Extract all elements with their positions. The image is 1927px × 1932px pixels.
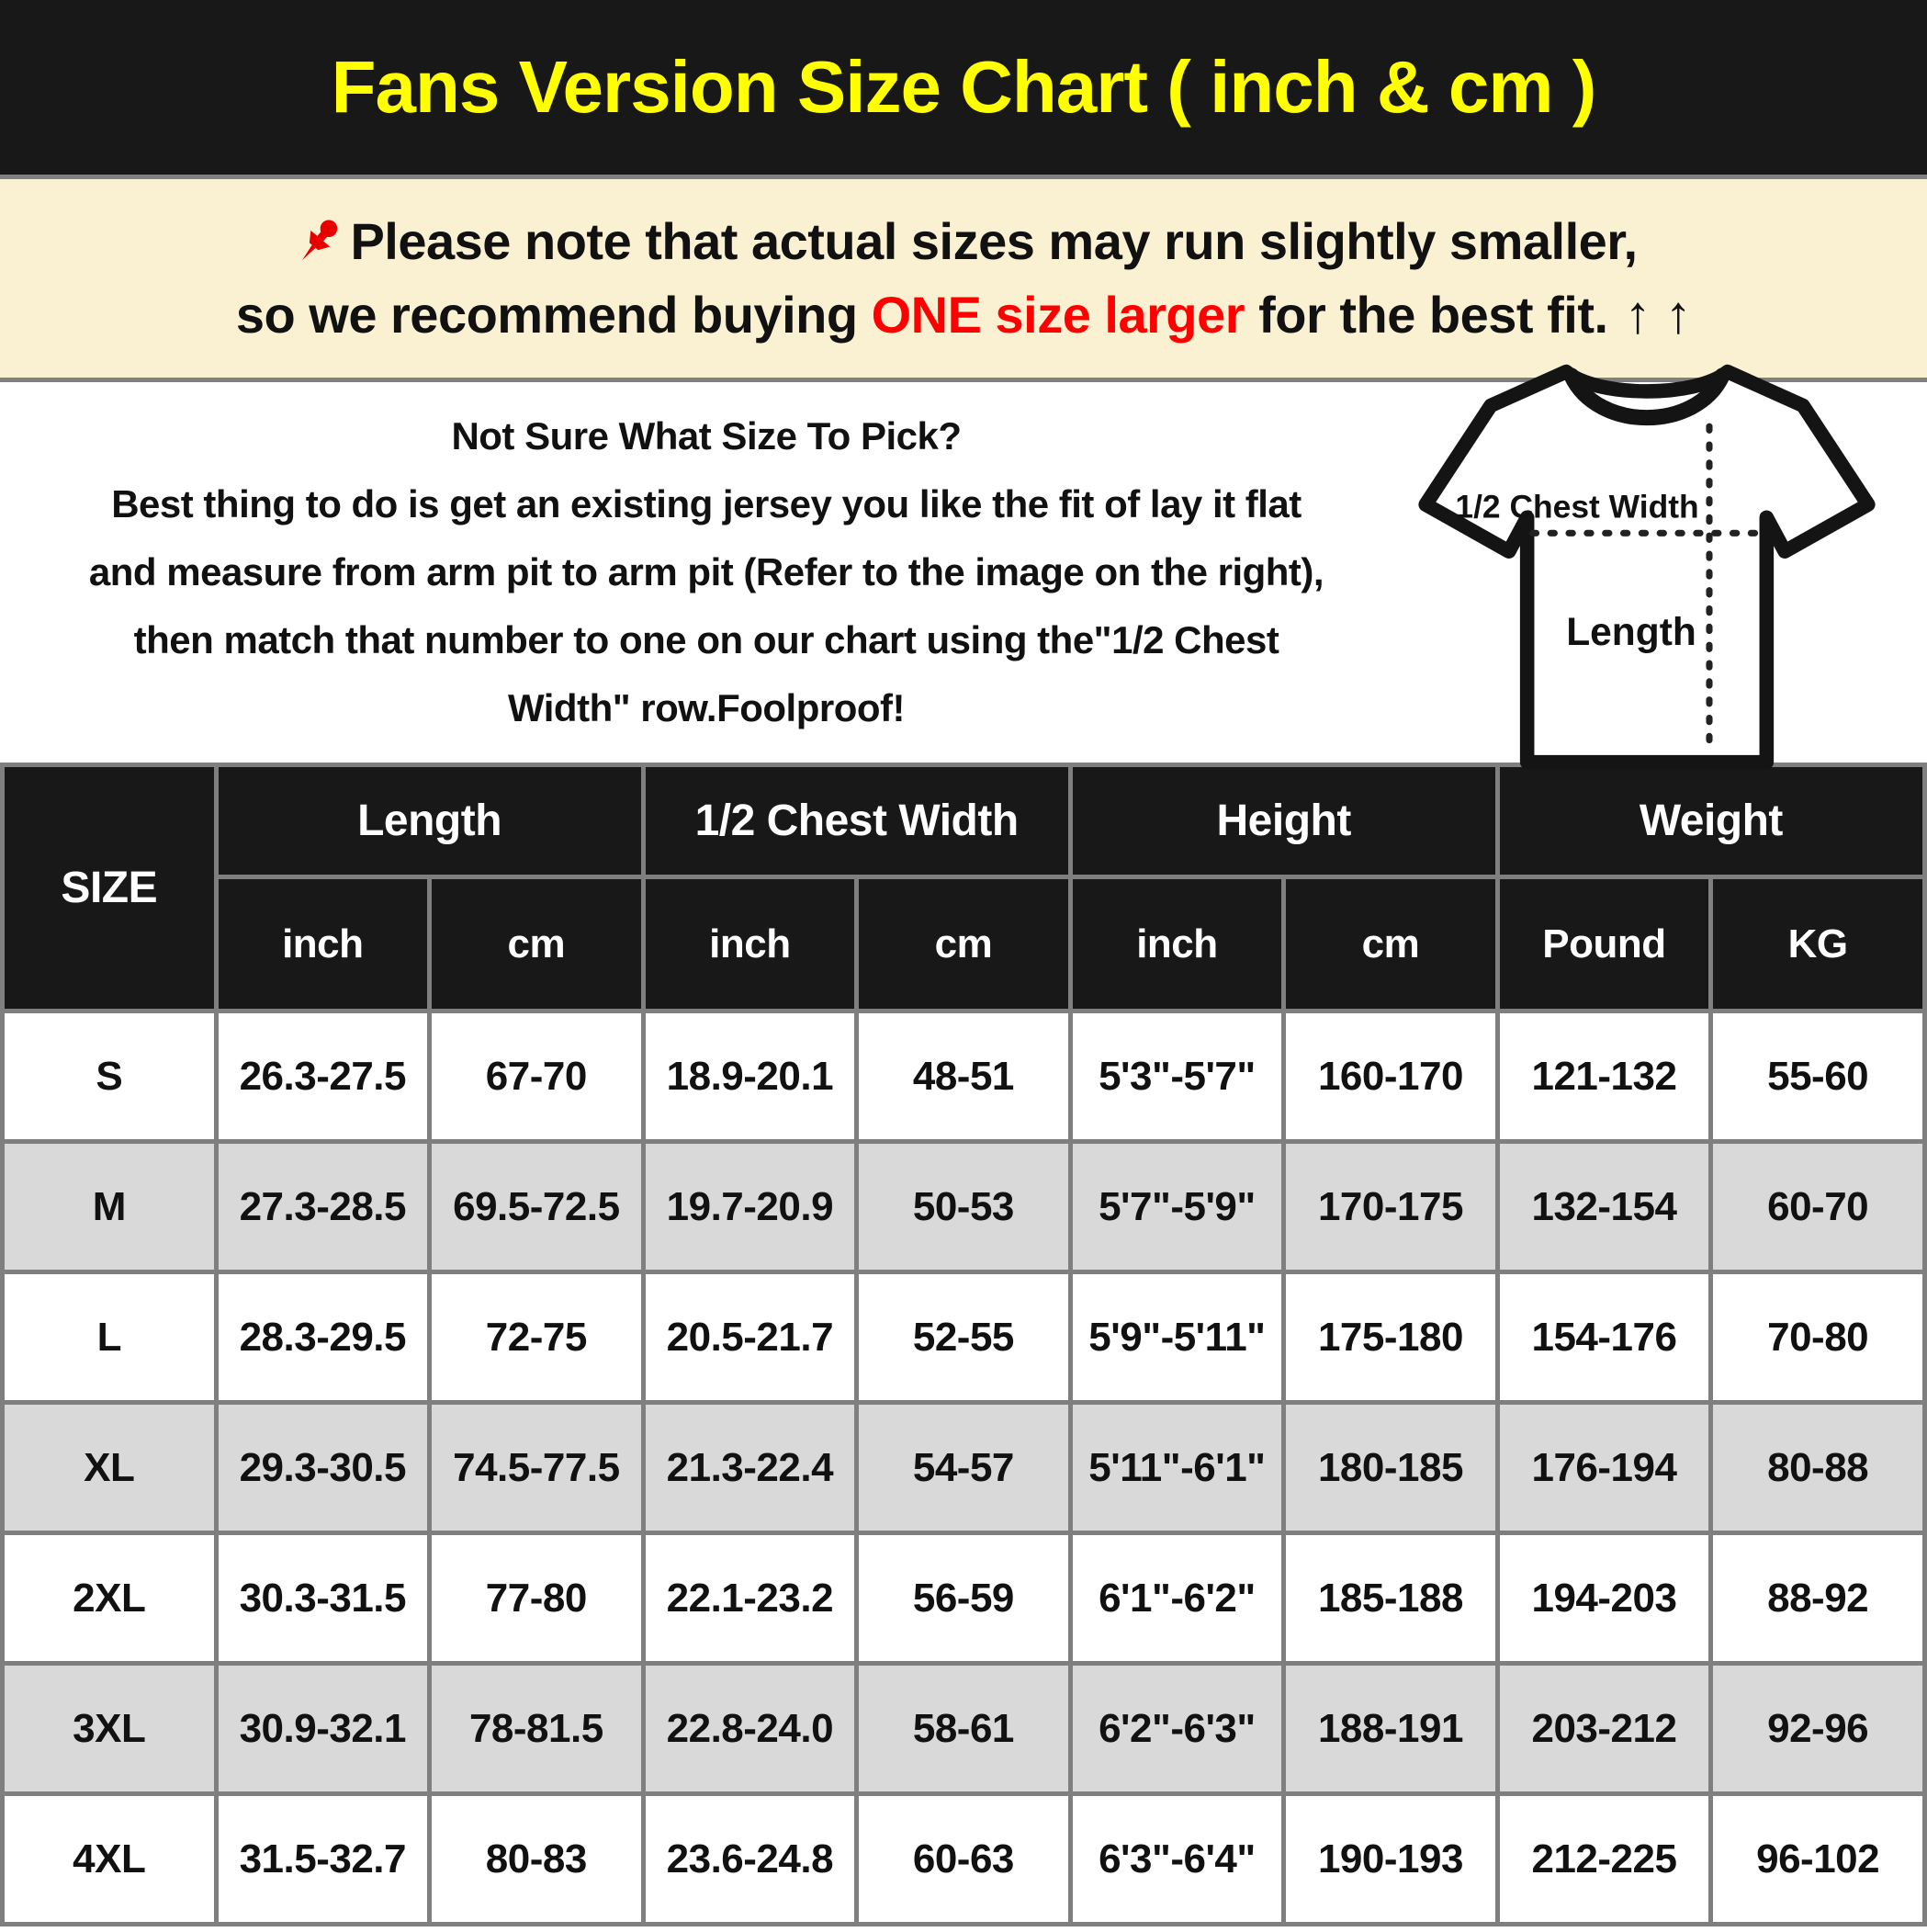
note-text-2-prefix: so we recommend buying [235,286,872,344]
group-header-chest-width: 1/2 Chest Width [643,765,1070,877]
unit-header: cm [857,877,1071,1011]
value-cell: 188-191 [1284,1664,1498,1794]
value-cell: 154-176 [1497,1272,1711,1403]
value-cell: 185-188 [1284,1533,1498,1664]
value-cell: 203-212 [1497,1664,1711,1794]
value-cell: 19.7-20.9 [643,1142,857,1272]
unit-header: inch [216,877,430,1011]
value-cell: 170-175 [1284,1142,1498,1272]
note-text-1: Please note that actual sizes may run slightly smaller, [350,212,1638,270]
value-cell: 29.3-30.5 [216,1403,430,1533]
value-cell: 77-80 [430,1533,644,1664]
size-cell: 2XL [3,1533,217,1664]
note-line-2 [236,284,1691,345]
table-row-2xl [3,1533,1925,1664]
value-cell: 132-154 [1497,1142,1711,1272]
value-cell: 30.9-32.1 [216,1664,430,1794]
size-cell: 3XL [3,1664,217,1794]
note-highlight: ONE size larger [871,286,1245,344]
value-cell: 6'1"-6'2" [1070,1533,1284,1664]
value-cell: 56-59 [857,1533,1071,1664]
table-row-m [3,1142,1925,1272]
tshirt-outline [1426,372,1868,763]
page-title: Fans Version Size Chart ( inch & cm ) [331,46,1596,128]
table-row-4xl [3,1794,1925,1925]
unit-header: Pound [1497,877,1711,1011]
value-cell: 54-57 [857,1403,1071,1533]
unit-header: inch [643,877,857,1011]
pushpin-icon [289,213,346,270]
value-cell: 69.5-72.5 [430,1142,644,1272]
value-cell: 28.3-29.5 [216,1272,430,1403]
value-cell: 26.3-27.5 [216,1011,430,1142]
value-cell: 22.1-23.2 [643,1533,857,1664]
value-cell: 72-75 [430,1272,644,1403]
value-cell: 5'9"-5'11" [1070,1272,1284,1403]
value-cell: 194-203 [1497,1533,1711,1664]
value-cell: 55-60 [1711,1011,1925,1142]
value-cell: 27.3-28.5 [216,1142,430,1272]
value-cell: 21.3-22.4 [643,1403,857,1533]
tshirt-diagram [1413,351,1927,794]
value-cell: 60-63 [857,1794,1071,1925]
value-cell: 160-170 [1284,1011,1498,1142]
value-cell: 5'11"-6'1" [1070,1403,1284,1533]
guide-line: Best thing to do is get an existing jersey you like the fit of lay it flat [111,482,1302,525]
value-cell: 6'3"-6'4" [1070,1794,1284,1925]
value-cell: 48-51 [857,1011,1071,1142]
up-arrows-icon: ↑ ↑ [1624,285,1692,345]
value-cell: 5'7"-5'9" [1070,1142,1284,1272]
size-cell: XL [3,1403,217,1533]
value-cell: 70-80 [1711,1272,1925,1403]
length-label: Length [1566,611,1696,655]
note-text-2-suffix: for the best fit. [1245,286,1608,344]
group-header-height: Height [1070,765,1497,877]
value-cell: 6'2"-6'3" [1070,1664,1284,1794]
value-cell: 212-225 [1497,1794,1711,1925]
value-cell: 96-102 [1711,1794,1925,1925]
value-cell: 60-70 [1711,1142,1925,1272]
value-cell: 31.5-32.7 [216,1794,430,1925]
value-cell: 88-92 [1711,1533,1925,1664]
table-row-xl [3,1403,1925,1533]
value-cell: 92-96 [1711,1664,1925,1794]
value-cell: 80-88 [1711,1403,1925,1533]
size-chart-table [0,763,1927,1926]
size-column-header: SIZE [3,765,217,1011]
value-cell: 58-61 [857,1664,1071,1794]
value-cell: 50-53 [857,1142,1071,1272]
guide-line: and measure from arm pit to arm pit (Refer to the image on the right), [88,550,1324,593]
value-cell: 52-55 [857,1272,1071,1403]
unit-header: KG [1711,877,1925,1011]
value-cell: 20.5-21.7 [643,1272,857,1403]
table-row-s [3,1011,1925,1142]
size-cell: 4XL [3,1794,217,1925]
guide-section [0,382,1927,763]
unit-header: cm [1284,877,1498,1011]
value-cell: 67-70 [430,1011,644,1142]
value-cell: 22.8-24.0 [643,1664,857,1794]
value-cell: 74.5-77.5 [430,1403,644,1533]
size-cell: M [3,1142,217,1272]
value-cell: 190-193 [1284,1794,1498,1925]
chest-width-label: 1/2 Chest Width [1455,488,1699,525]
value-cell: 30.3-31.5 [216,1533,430,1664]
value-cell: 175-180 [1284,1272,1498,1403]
group-header-length: Length [216,765,643,877]
value-cell: 80-83 [430,1794,644,1925]
unit-header: inch [1070,877,1284,1011]
value-cell: 23.6-24.8 [643,1794,857,1925]
guide-heading: Not Sure What Size To Pick? [451,414,962,458]
size-cell: S [3,1011,217,1142]
value-cell: 121-132 [1497,1011,1711,1142]
value-cell: 176-194 [1497,1403,1711,1533]
group-header-weight: Weight [1497,765,1924,877]
table-row-3xl [3,1664,1925,1794]
guide-line: Width" row.Foolproof! [507,686,906,729]
value-cell: 5'3"-5'7" [1070,1011,1284,1142]
size-guide-text [0,402,1413,742]
guide-line: then match that number to one on our chart using the"1/2 Chest [133,618,1279,661]
value-cell: 180-185 [1284,1403,1498,1533]
table-row-l [3,1272,1925,1403]
unit-header-row [3,877,1925,1011]
value-cell: 78-81.5 [430,1664,644,1794]
unit-header: cm [430,877,644,1011]
size-cell: L [3,1272,217,1403]
value-cell: 18.9-20.1 [643,1011,857,1142]
title-band [0,0,1927,175]
note-line-1 [289,211,1637,271]
